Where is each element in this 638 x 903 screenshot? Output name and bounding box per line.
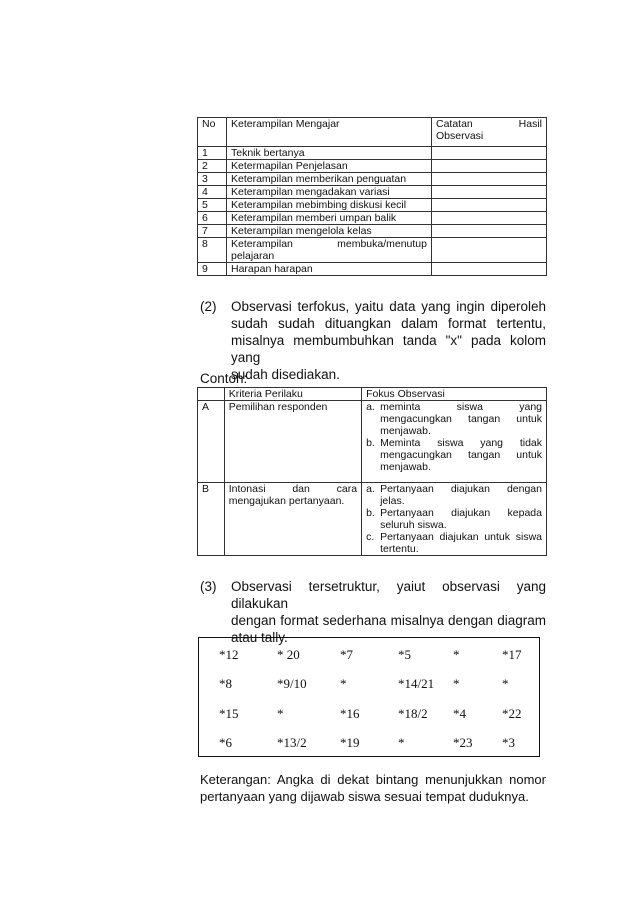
tally-diagram [198, 637, 540, 757]
tally-cell: *6 [219, 735, 232, 750]
item-line: Pertanyaan diajukan dengan [380, 483, 542, 495]
row-no: 6 [198, 212, 227, 225]
table-row [198, 401, 547, 483]
row-no: 4 [198, 186, 227, 199]
skills-table [197, 117, 547, 276]
focus-item [366, 531, 542, 555]
table-row [198, 212, 547, 225]
header-obs-word2: Hasil [518, 118, 542, 130]
row-obs [432, 199, 547, 212]
paragraph-line: atau tally. [231, 630, 288, 645]
table-row [198, 238, 547, 263]
tally-cell: * [453, 647, 460, 662]
tally-cell: *19 [340, 735, 360, 750]
focus-item [366, 401, 542, 437]
tally-cell: *12 [219, 647, 239, 662]
focus-table [197, 387, 547, 556]
tally-cell: * 20 [277, 647, 300, 662]
item-line: Pertanyaan diajukan kepada [380, 507, 542, 519]
row-obs [432, 173, 547, 186]
row-obs [432, 225, 547, 238]
item-line: tertentu. [380, 543, 419, 555]
table-row [198, 225, 547, 238]
row-no: 8 [198, 238, 227, 263]
row-skill: Keterampilan memberikan penguatan [227, 173, 432, 186]
focus-item [366, 483, 542, 507]
table-row [198, 199, 547, 212]
header-no: No [198, 118, 227, 147]
row-code: A [198, 401, 225, 483]
row-obs [432, 147, 547, 160]
row-criteria [224, 483, 361, 556]
tally-cell: *23 [453, 735, 473, 750]
focus-item [366, 437, 542, 473]
table-header-row [198, 388, 547, 401]
tally-cell: *14/21 [398, 676, 435, 691]
header-focus: Fokus Observasi [362, 388, 547, 401]
tally-cell: *7 [340, 647, 353, 662]
table-row [198, 483, 547, 556]
tally-cell: * [453, 676, 460, 691]
tally-cell: *8 [219, 676, 232, 691]
row-skill: Harapan harapan [227, 263, 432, 276]
paragraph-number: (2) [200, 299, 217, 314]
row-no: 1 [198, 147, 227, 160]
row-obs [432, 160, 547, 173]
tally-cell: *16 [340, 706, 360, 721]
tally-cell: *15 [219, 706, 239, 721]
row-skill-word3: pelajaran [231, 250, 275, 262]
item-marker: a. [366, 401, 375, 413]
header-obs-word3: Observasi [436, 130, 484, 142]
paragraph-line: dengan format sederhana misalnya dengan diagram [231, 613, 546, 628]
table-row [198, 186, 547, 199]
row-focus [362, 483, 547, 556]
row-skill-word1: Keterampilan [231, 238, 293, 250]
paragraph-line: sudah sudah dituangkan dalam format tertentu, [231, 316, 546, 331]
tally-cell: *17 [502, 647, 522, 662]
header-code [198, 388, 225, 401]
keterangan [200, 771, 546, 805]
table-row [198, 147, 547, 160]
item-line: seluruh siswa. [380, 519, 447, 531]
tally-cell: *18/2 [398, 706, 428, 721]
item-marker: a. [366, 483, 375, 495]
row-no: 7 [198, 225, 227, 238]
row-no: 2 [198, 160, 227, 173]
item-line: Meminta siswa yang tidak [380, 437, 542, 449]
item-marker: b. [366, 437, 375, 449]
contoh-label: Contoh: [200, 371, 248, 386]
paragraph-number: (3) [200, 579, 217, 594]
tally-cell: * [398, 735, 405, 750]
criteria-line: Intonasi dan cara [228, 483, 358, 495]
item-marker: c. [366, 531, 375, 543]
row-obs [432, 212, 547, 225]
header-criteria: Kriteria Perilaku [224, 388, 361, 401]
tally-cell: *4 [453, 706, 466, 721]
header-observation [432, 118, 547, 147]
paragraph-3 [200, 578, 546, 645]
tally-cell: *9/10 [277, 676, 307, 691]
tally-cell: *13/2 [277, 735, 307, 750]
table-row [198, 263, 547, 276]
row-skill: Keterampilan mengelola kelas [227, 225, 432, 238]
header-skill: Keterampilan Mengajar [227, 118, 432, 147]
row-criteria: Pemilihan responden [224, 401, 361, 483]
item-line: jelas. [380, 495, 405, 507]
row-no: 5 [198, 199, 227, 212]
keterangan-line: pertanyaan yang dijawab siswa sesuai tempat duduknya. [200, 789, 529, 804]
item-line: Pertanyaan diajukan untuk siswa [380, 531, 542, 543]
item-line: mengacungkan tangan untuk [380, 413, 542, 425]
row-skill [227, 238, 432, 263]
paragraph-line: Observasi tersetruktur, yaiut observasi yang dilakukan [231, 579, 546, 611]
row-no: 9 [198, 263, 227, 276]
paragraph-line: sudah disediakan. [231, 367, 340, 382]
tally-cell: *3 [502, 735, 515, 750]
row-obs [432, 186, 547, 199]
tally-cell: *22 [502, 706, 522, 721]
item-line: menjawab. [380, 461, 431, 473]
row-skill: Keterampilan mebimbing diskusi kecil [227, 199, 432, 212]
row-skill: Ketermapilan Penjelasan [227, 160, 432, 173]
focus-item [366, 507, 542, 531]
tally-cell: * [277, 706, 284, 721]
table-header-row [198, 118, 547, 147]
item-line: mengacungkan tangan untuk [380, 449, 542, 461]
tally-cell: * [502, 676, 509, 691]
row-code: B [198, 483, 225, 556]
tally-cell: *5 [398, 647, 411, 662]
paragraph-line: Observasi terfokus, yaitu data yang ingin diperoleh [231, 299, 546, 314]
item-line: menjawab. [380, 425, 431, 437]
keterangan-line: Keterangan: Angka di dekat bintang menunjukkan nomor [200, 772, 546, 787]
item-marker: b. [366, 507, 375, 519]
table-row [198, 173, 547, 186]
header-obs-word1: Catatan [436, 118, 473, 130]
row-skill: Keterampilan memberi umpan balik [227, 212, 432, 225]
tally-cell: * [340, 676, 347, 691]
row-skill: Teknik bertanya [227, 147, 432, 160]
row-obs [432, 238, 547, 263]
criteria-line: mengajukan pertanyaan. [228, 495, 345, 507]
row-skill: Keterampilan mengadakan variasi [227, 186, 432, 199]
paragraph-line: misalnya membumbuhkan tanda "x" pada kolom yang [231, 333, 546, 365]
item-line: meminta siswa yang [380, 401, 542, 413]
row-focus [362, 401, 547, 483]
row-obs [432, 263, 547, 276]
row-skill-word2: membuka/menutup [337, 238, 427, 250]
row-no: 3 [198, 173, 227, 186]
table-row [198, 160, 547, 173]
